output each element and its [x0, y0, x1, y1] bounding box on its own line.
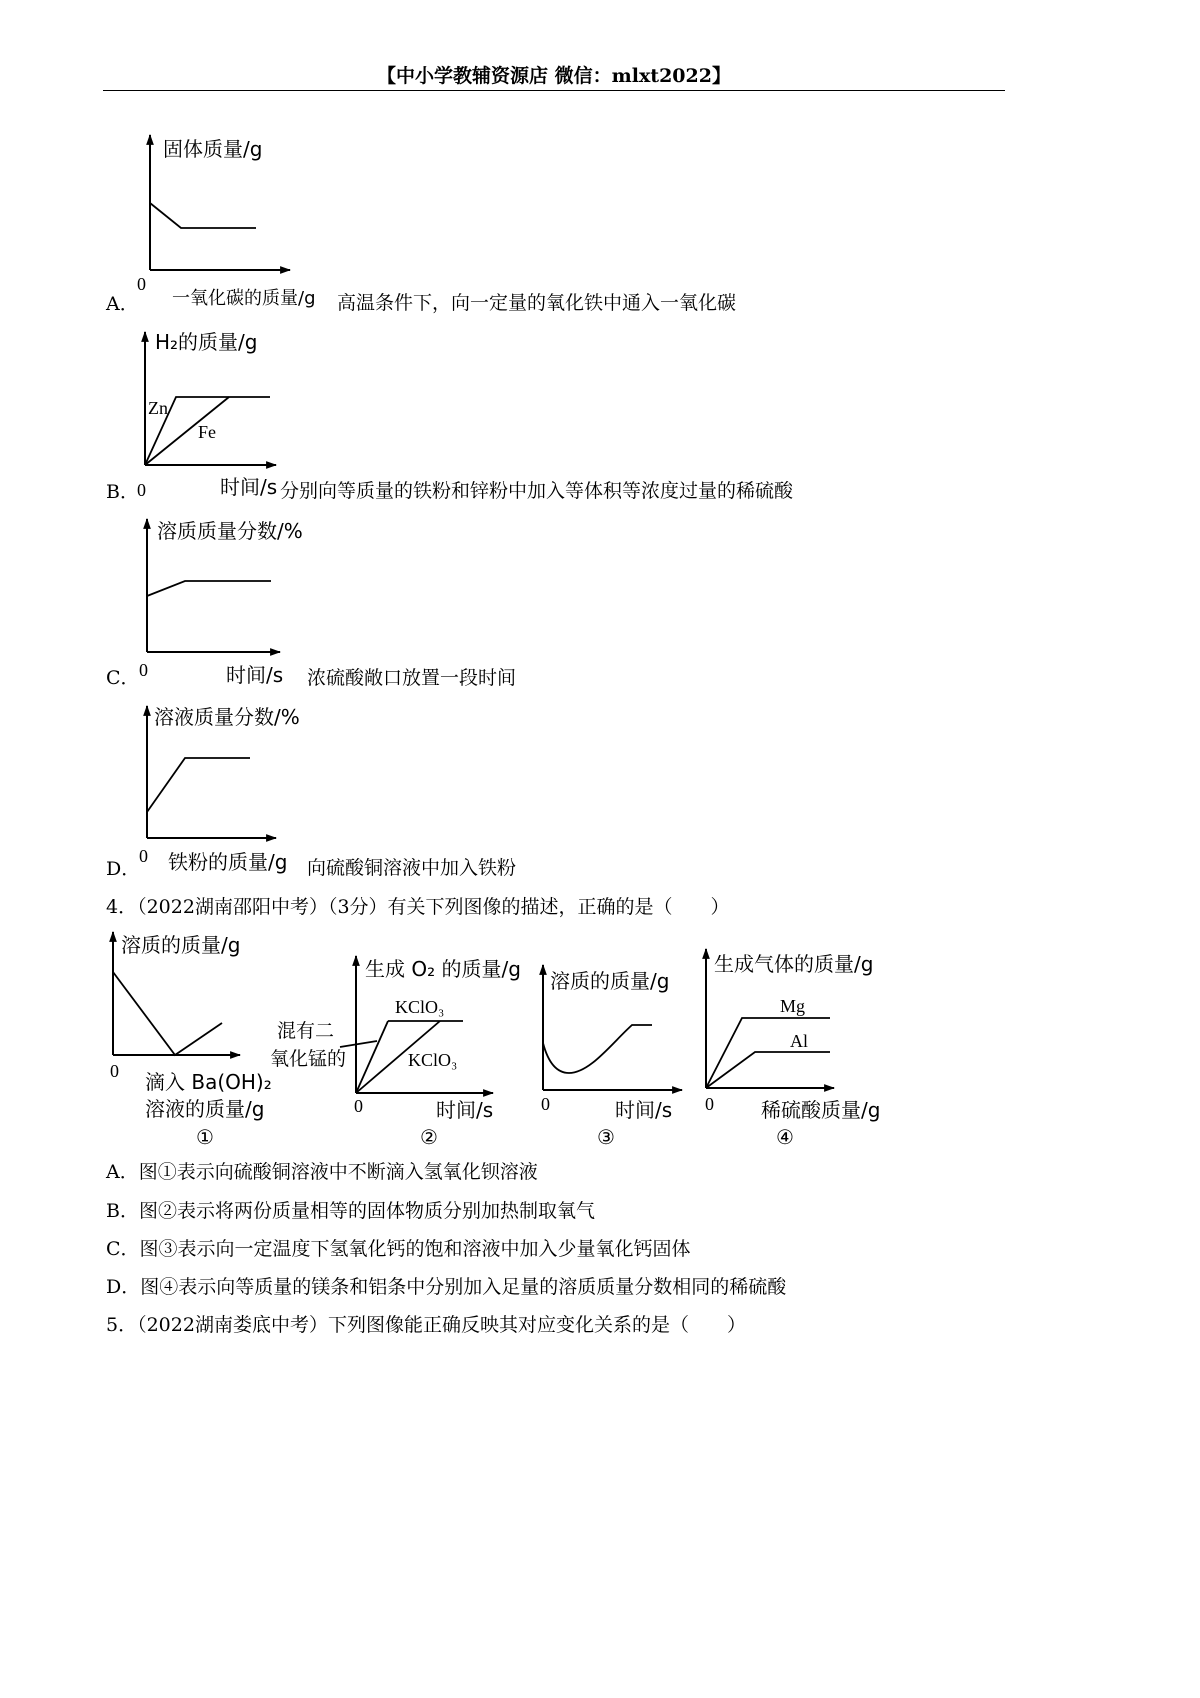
y-axis-label: 固体质量/g	[163, 137, 263, 161]
series-label-lower: KClO₃	[408, 1050, 458, 1070]
y-axis-label: H₂的质量/g	[155, 330, 258, 354]
x-axis-label: 一氧化碳的质量/g	[172, 288, 316, 309]
option-c-letter: C．	[106, 667, 140, 689]
question-4-option-b: B．图②表示将两份质量相等的固体物质分别加热制取氧气	[106, 1200, 595, 1222]
origin-label: 0	[705, 1094, 714, 1114]
figure-number: ③	[597, 1125, 615, 1149]
x-axis-label: 时间/s	[615, 1098, 673, 1122]
question-4-option-c: C．图③表示向一定温度下氢氧化钙的饱和溶液中加入少量氧化钙固体	[106, 1238, 691, 1260]
series-label-al: Al	[790, 1031, 808, 1051]
option-a-description: 高温条件下，向一定量的氧化铁中通入一氧化碳	[337, 292, 737, 314]
figure-1	[110, 932, 272, 1149]
solute-mass-line	[113, 972, 222, 1055]
series-label-upper: KClO₃	[395, 997, 445, 1017]
al-line	[706, 1052, 830, 1088]
option-d-description: 向硫酸铜溶液中加入铁粉	[307, 857, 517, 879]
graph-b	[137, 330, 277, 500]
annotation-line2: 氧化锰的	[270, 1048, 347, 1070]
question-4-option-d: D．图④表示向等质量的镁条和铝条中分别加入足量的溶质质量分数相同的稀硫酸	[106, 1276, 787, 1298]
figure-4	[705, 949, 880, 1149]
origin-label: 0	[137, 480, 146, 500]
figure-number: ②	[420, 1125, 438, 1149]
annotation-pointer	[340, 1041, 377, 1047]
question-4-stem: 4．（2022湖南邵阳中考）（3分）有关下列图像的描述，正确的是（ ）	[106, 896, 730, 918]
catalyzed-kclo3-line	[356, 1021, 388, 1093]
question-5-stem: 5．（2022湖南娄底中考）下列图像能正确反映其对应变化关系的是（ ）	[106, 1314, 746, 1336]
figure-2	[270, 956, 521, 1149]
annotation-line1: 混有二	[277, 1020, 335, 1042]
x-axis-label: 时间/s	[436, 1098, 494, 1122]
origin-label: 0	[139, 846, 148, 866]
y-axis-label: 溶液质量分数/%	[154, 705, 300, 729]
x-axis-label-line2: 溶液的质量/g	[145, 1097, 265, 1121]
series-label-zn: Zn	[148, 398, 168, 418]
x-axis-label-line1: 滴入 Ba(OH)₂	[145, 1070, 272, 1094]
y-axis-label: 溶质质量分数/%	[157, 519, 303, 543]
origin-label: 0	[541, 1094, 550, 1114]
x-axis-label: 时间/s	[220, 475, 278, 499]
option-b-letter: B．	[106, 481, 139, 503]
x-axis-label: 稀硫酸质量/g	[761, 1098, 881, 1122]
y-axis-label: 生成气体的质量/g	[714, 952, 874, 976]
series-label-fe: Fe	[198, 422, 216, 442]
mg-line	[706, 1018, 830, 1088]
solid-mass-line	[150, 203, 256, 228]
figure-number: ④	[776, 1125, 794, 1149]
x-axis-label: 时间/s	[226, 663, 284, 687]
y-axis-label: 生成 O₂ 的质量/g	[365, 957, 521, 981]
figure-number: ①	[196, 1125, 214, 1149]
fraction-line	[147, 581, 271, 596]
solute-mass-curve	[543, 1025, 652, 1073]
origin-label: 0	[139, 660, 148, 680]
option-b-description: 分别向等质量的铁粉和锌粉中加入等体积等浓度过量的稀硫酸	[280, 480, 794, 502]
origin-label: 0	[354, 1096, 363, 1116]
origin-label: 0	[110, 1061, 119, 1081]
graph-d	[139, 705, 300, 874]
y-axis-label: 溶质的质量/g	[121, 933, 241, 957]
fraction-line	[147, 758, 250, 812]
y-axis-label: 溶质的质量/g	[550, 969, 670, 993]
origin-label: 0	[137, 274, 146, 294]
page-header: 【中小学教辅资源店 微信：mlxt2022】	[377, 65, 731, 87]
question-4-option-a: A．图①表示向硫酸铜溶液中不断滴入氢氧化钡溶液	[106, 1161, 538, 1183]
graph-a	[137, 135, 316, 309]
option-d-letter: D．	[106, 858, 141, 880]
figure-3	[541, 965, 682, 1149]
graph-c	[139, 519, 303, 687]
option-a-letter: A．	[106, 293, 139, 315]
series-label-mg: Mg	[780, 996, 806, 1016]
x-axis-label: 铁粉的质量/g	[168, 850, 288, 874]
option-c-description: 浓硫酸敞口放置一段时间	[307, 667, 517, 689]
